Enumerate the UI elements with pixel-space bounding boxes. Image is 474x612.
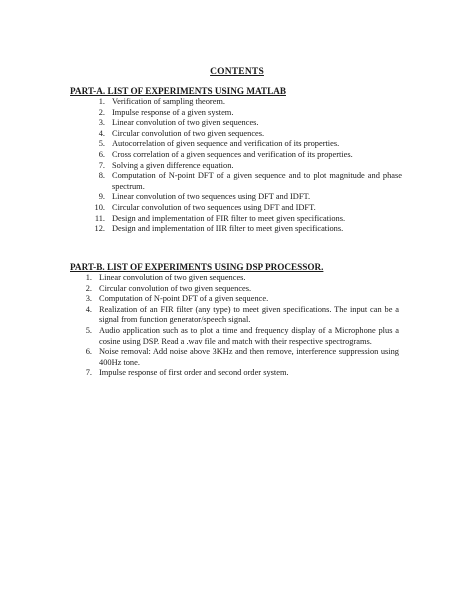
list-item (70, 368, 430, 379)
item-number: 5. (85, 325, 92, 335)
item-text: Design and implementation of IIR filter to meet given specifications. (112, 224, 344, 234)
item-text: Solving a given difference equation. (112, 160, 234, 170)
list-item (70, 214, 430, 225)
list-item (70, 129, 430, 140)
item-number: 3. (85, 294, 92, 304)
item-text: Cross correlation of a given sequences and verification of its properties. (112, 149, 353, 159)
item-text: Impulse response of first order and second order system. (99, 368, 289, 378)
list-item (70, 171, 430, 192)
part-a-list (70, 97, 430, 235)
list-item (70, 161, 430, 172)
item-number: 9. (98, 192, 105, 202)
item-text: Impulse response of a given system. (112, 107, 234, 117)
item-number: 4. (98, 128, 105, 138)
item-number: 11. (94, 213, 105, 223)
list-item (70, 203, 430, 214)
item-text: Computation of N-point DFT of a given sequence. (99, 294, 269, 304)
list-item (70, 326, 430, 347)
item-text: Circular convolution of two sequences using DFT and IDFT. (112, 202, 316, 212)
item-number: 2. (85, 283, 92, 293)
item-text: Computation of N-point DFT of a given sequence and to plot magnitude and phase spectrum. (112, 171, 402, 191)
list-item (70, 150, 430, 161)
item-number: 6. (98, 149, 105, 159)
item-text: Circular convolution of two given sequences. (112, 128, 265, 138)
page-title: CONTENTS (210, 67, 264, 77)
item-number: 4. (85, 304, 92, 314)
item-number: 1. (85, 273, 92, 282)
list-item (70, 273, 430, 284)
part-b-heading: PART-B. LIST OF EXPERIMENTS USING DSP PROCESSOR. (70, 262, 324, 272)
item-text: Realization of an FIR filter (any type) to meet given specifications. The input can be a signal from function generator/speech signal. (99, 304, 399, 325)
item-text: Linear convolution of two given sequences. (99, 273, 246, 282)
item-number: 5. (98, 139, 105, 149)
list-item (70, 347, 430, 368)
item-number: 7. (98, 160, 105, 170)
item-text: Autocorrelation of given sequence and verification of its properties. (112, 139, 340, 149)
item-number: 10. (94, 202, 105, 212)
item-text: Design and implementation of FIR filter to meet given specifications. (112, 213, 346, 223)
list-item (70, 97, 430, 108)
list-item (70, 108, 430, 119)
item-text: Circular convolution of two given sequences. (99, 283, 252, 293)
item-text: Linear convolution of two sequences using DFT and IDFT. (112, 192, 311, 202)
list-item (70, 139, 430, 150)
item-number: 3. (98, 118, 105, 128)
item-number: 1. (98, 97, 105, 106)
item-number: 12. (94, 224, 105, 234)
part-a-section (70, 86, 430, 235)
part-b-list (70, 273, 430, 379)
list-item (70, 192, 430, 203)
item-number: 8. (98, 171, 105, 181)
list-item (70, 284, 430, 295)
item-text: Audio application such as to plot a time and frequency display of a Microphone plus a cosine using DSP. Read a .wav file and match with their respective spectrograms. (99, 325, 399, 346)
part-b-section (70, 262, 430, 379)
list-item (70, 305, 430, 326)
item-text: Verification of sampling theorem. (112, 97, 226, 106)
item-number: 7. (85, 368, 92, 378)
item-text: Noise removal: Add noise above 3KHz and then remove, interference suppression using 400Hz tone. (99, 347, 399, 367)
list-item (70, 294, 430, 305)
item-text: Linear convolution of two given sequences. (112, 118, 259, 128)
item-number: 6. (85, 347, 92, 357)
list-item (70, 118, 430, 129)
item-number: 2. (98, 107, 105, 117)
list-item (70, 224, 430, 235)
part-a-heading: PART-A. LIST OF EXPERIMENTS USING MATLAB (70, 86, 286, 96)
